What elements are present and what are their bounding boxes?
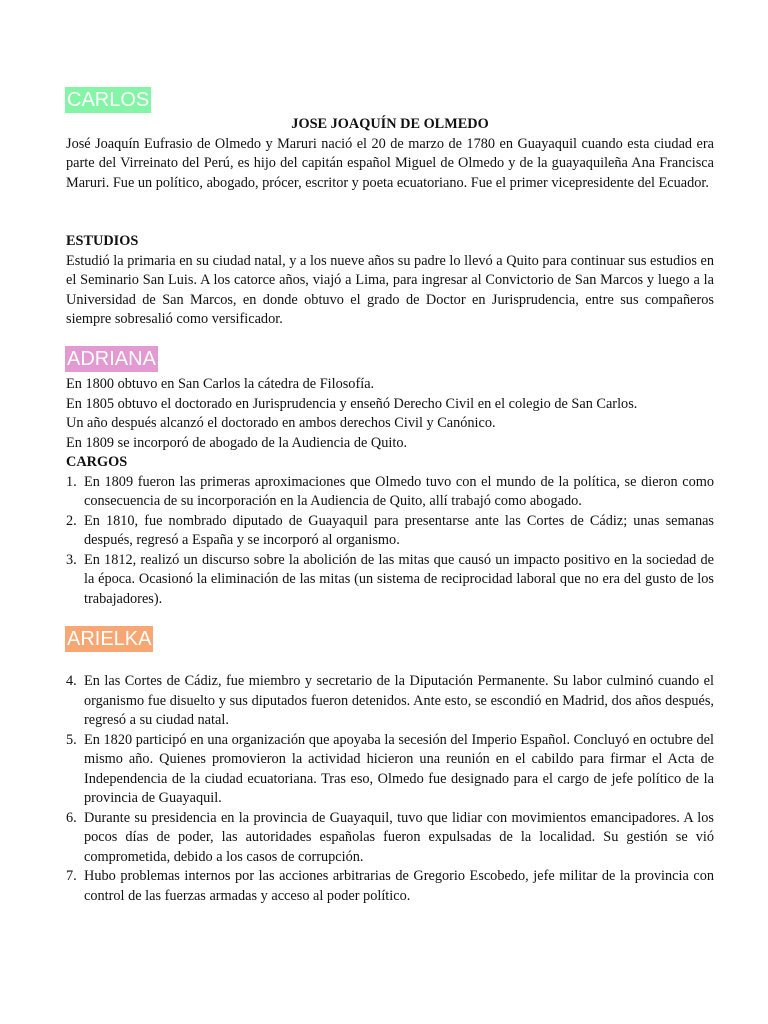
cargo-text: En 1810, fue nombrado diputado de Guayaquil para presentarse ante las Cortes de Cádiz; unas semanas después, regresó a España y se incorporó al organismo. (84, 512, 714, 548)
estudios-heading: ESTUDIOS (66, 233, 139, 249)
cargo-text: Hubo problemas internos por las acciones arbitrarias de Gregorio Escobedo, jefe militar de la provincia con control de las fuerzas armadas y acceso al poder político. (84, 868, 714, 904)
section-timeline (66, 375, 714, 609)
cargo-number: 4. (66, 673, 77, 689)
document-title: JOSE JOAQUÍN DE OLMEDO (291, 116, 489, 132)
timeline-line: En 1805 obtuvo el doctorado en Jurisprudencia y enseñó Derecho Civil en el colegio de San Carlos. (66, 395, 638, 412)
cargo-number: 5. (66, 731, 77, 748)
cargo-item (66, 809, 714, 868)
cargo-item (66, 867, 714, 906)
cargo-text: Durante su presidencia en la provincia de Guayaquil, tuvo que lidiar con movimientos emancipadores. A los pocos días de poder, las autoridades españolas fueron expulsadas de la localidad. Su gestión se vió comprometida, debido a los casos de corrupción. (84, 809, 714, 865)
cargo-text: En 1812, realizó un discurso sobre la abolición de las mitas que causó un impacto positivo en la sociedad de la época. Ocasionó la eliminación de las mitas (un sistema de reciprocidad laboral que no era del gusto de los trabajadores). (84, 551, 714, 607)
cargo-number: 7. (66, 868, 77, 884)
timeline-line: En 1809 se incorporó de abogado de la Audiencia de Quito. (66, 434, 408, 451)
cargo-item (66, 731, 714, 809)
section-cargos-continued (66, 672, 714, 906)
author-tag-arielka: ARIELKA (67, 628, 152, 650)
cargo-item (66, 512, 714, 551)
cargo-number: 3. (66, 551, 77, 568)
estudios-paragraph: Estudió la primaria en su ciudad natal, y a los nueve años su padre lo llevó a Quito para continuar sus estudios en el Seminario San Luis. A los catorce años, viajó a Lima, para ingresar al Convictorio de San Marcos y luego a la Universidad de San Marcos, en donde obtuvo el grado de Doctor en Jurisprudencia, entre sus compañeros siempre sobresalió como versificador. (66, 252, 714, 327)
cargos-list-second (66, 672, 714, 906)
cargo-number: 6. (66, 809, 77, 826)
author-tag-carlos: CARLOS (67, 89, 150, 111)
section-estudios (66, 232, 714, 330)
cargo-item (66, 473, 714, 512)
cargo-item (66, 551, 714, 610)
cargos-heading: CARGOS (66, 454, 128, 470)
cargo-number: 1. (66, 473, 77, 490)
timeline-line: Un año después alcanzó el doctorado en ambos derechos Civil y Canónico. (66, 415, 496, 431)
cargo-text: En 1809 fueron las primeras aproximaciones que Olmedo tuvo con el mundo de la política, se dieron como consecuencia de su incorporación en la Audiencia de Quito, allí trabajó como abogado. (84, 473, 714, 509)
cargo-item (66, 672, 714, 731)
intro-paragraph: José Joaquín Eufrasio de Olmedo y Maruri nació el 20 de marzo de 1780 en Guayaquil cuando esta ciudad era parte del Virreinato del Perú, es hijo del capitán español Miguel de Olmedo y de la guayaquileña Ana Francisca Maruri. Fue un político, abogado, prócer, escritor y poeta ecuatoriano. Fue el primer vicepresidente del Ecuador. (66, 135, 714, 191)
author-tag-adriana: ADRIANA (67, 348, 156, 370)
cargo-text: En las Cortes de Cádiz, fue miembro y secretario de la Diputación Permanente. Su labor culminó cuando el organismo fue disuelto y sus diputados fueron detenidos. Ante esto, se escondió en Madrid, dos años después, regresó a su ciudad natal. (84, 673, 714, 728)
cargo-text: En 1820 participó en una organización que apoyaba la secesión del Imperio Español. Concluyó en octubre del mismo año. Quienes promovieron la actividad hicieron una reunión en el cabildo para firmar el Acta de Independencia de la ciudad ecuatoriana. Tras eso, Olmedo fue designado para el cargo de jefe político de la provincia de Guayaquil. (84, 731, 714, 806)
cargos-list-first (66, 473, 714, 610)
cargo-number: 2. (66, 512, 77, 529)
section-intro (66, 115, 714, 193)
timeline-line: En 1800 obtuvo en San Carlos la cátedra de Filosofía. (66, 376, 375, 392)
